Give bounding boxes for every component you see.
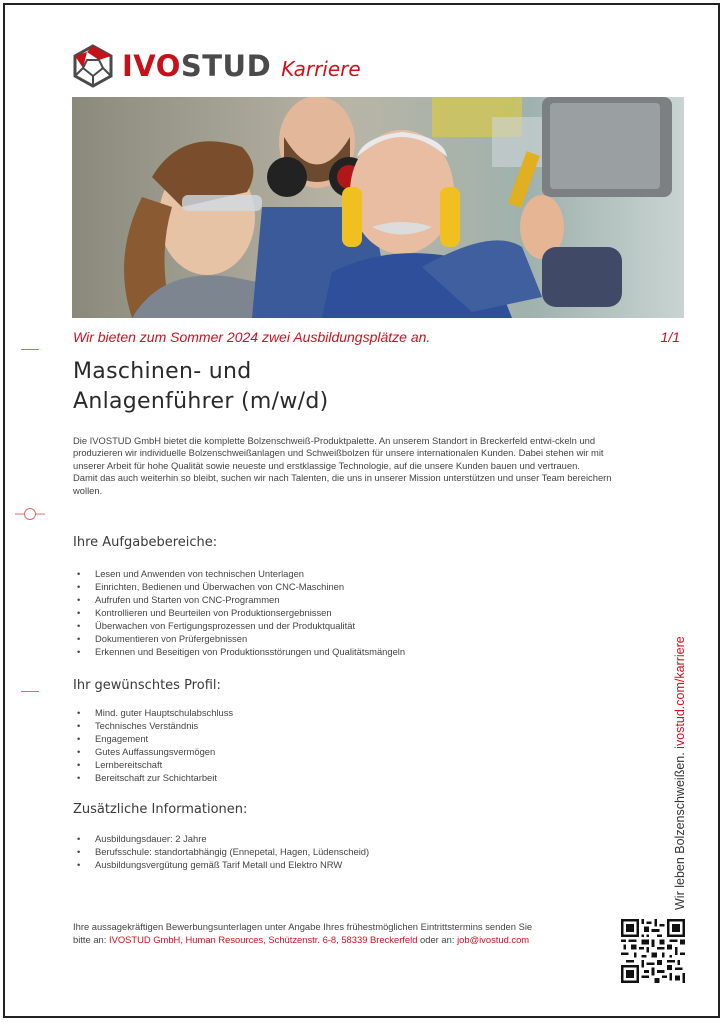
job-title-line1: Maschinen- und <box>73 359 252 384</box>
list-item: • Ausbildungsdauer: 2 Jahre <box>75 832 369 845</box>
qr-code-icon[interactable] <box>621 919 685 983</box>
list-item: • Lernbereitschaft <box>75 758 233 771</box>
margin-mark <box>21 349 39 350</box>
margin-circle-icon <box>15 507 45 521</box>
brand-name <box>122 49 271 83</box>
company-logo <box>70 43 361 89</box>
intro-text <box>73 435 618 497</box>
list-item: • Einrichten, Bedienen und Überwachen von CNC-Maschinen <box>75 580 405 593</box>
profile-list <box>75 706 233 784</box>
list-item: • Engagement <box>75 732 233 745</box>
footer-mid: oder an: <box>417 934 458 945</box>
job-title <box>73 357 328 417</box>
intro-paragraph: Damit das auch weiterhin so bleibt, suchen wir nach Talenten, die uns in unserer Mission unterstützen und unser Team bereichern wollen. <box>73 472 612 496</box>
info-list <box>75 832 369 871</box>
list-item: • Berufsschule: standortabhängig (Ennepetal, Hagen, Lüdenscheid) <box>75 845 369 858</box>
list-item: • Technisches Verständnis <box>75 719 233 732</box>
subline: Wir bieten zum Sommer 2024 zwei Ausbildungsplätze an. <box>73 329 431 345</box>
email-link[interactable]: job@ivostud.com <box>457 934 530 945</box>
margin-mark <box>21 691 39 692</box>
list-item: • Lesen und Anwenden von technischen Unterlagen <box>75 567 405 580</box>
list-item: • Mind. guter Hauptschulabschluss <box>75 706 233 719</box>
page-number: 1/1 <box>660 329 680 345</box>
profile-heading: Ihr gewünschtes Profil: <box>73 678 221 693</box>
tasks-list <box>75 567 405 658</box>
info-heading: Zusätzliche Informationen: <box>73 802 248 817</box>
list-item: • Kontrollieren und Beurteilen von Produktionsergebnissen <box>75 606 405 619</box>
footer-prefix: bitte an: <box>73 934 109 945</box>
brand-stud: STUD <box>180 49 272 83</box>
slogan-text: Wir leben Bolzenschweißen. <box>673 748 687 910</box>
company-address: IVOSTUD GmbH, Human Resources, Schützenstr. 6-8, 58339 Breckerfeld <box>108 934 418 945</box>
list-item: • Ausbildungsvergütung gemäß Tarif Metall und Elektro NRW <box>75 858 369 871</box>
job-flyer-page <box>3 3 720 1018</box>
list-item: • Dokumentieren von Prüfergebnissen <box>75 632 405 645</box>
header-photo <box>72 97 684 318</box>
list-item: • Überwachen von Fertigungsprozessen und der Produktqualität <box>75 619 405 632</box>
job-title-line2: Anlagenführer (m/w/d) <box>73 389 329 414</box>
brand-ivo: IVO <box>122 49 181 83</box>
intro-paragraph: Die IVOSTUD GmbH bietet die komplette Bolzenschweiß-Produktpalette. An unserem Standort in Breckerfeld entwi-ckeln und produzieren wir individuelle Bolzenschweißanlagen und Schweißbolzen für unsere internationalen Kunden. Dabei stehen wir mit unserer Arbeit für hohe Qualität sowie neueste und erstklassige Technologie, auf die unsere Kunden bauen und vertrauen. <box>73 435 604 471</box>
footer-line: Ihre aussagekräftigen Bewerbungsunterlagen unter Angabe Ihres frühestmöglichen Eintrittstermins senden Sie <box>73 921 533 932</box>
ivostud-hexagon-logo-icon <box>70 43 116 89</box>
karriere-label: Karriere <box>281 57 361 81</box>
tasks-heading: Ihre Aufgabebereiche: <box>73 535 218 550</box>
list-item: • Aufrufen und Starten von CNC-Programmen <box>75 593 405 606</box>
application-footer <box>73 920 593 946</box>
vertical-slogan <box>673 636 687 910</box>
list-item: • Gutes Auffassungsvermögen <box>75 745 233 758</box>
careers-url-link[interactable]: ivostud.com/karriere <box>673 636 687 749</box>
list-item: • Bereitschaft zur Schichtarbeit <box>75 771 233 784</box>
list-item: • Erkennen und Beseitigen von Produktionsstörungen und Qualitätsmängeln <box>75 645 405 658</box>
